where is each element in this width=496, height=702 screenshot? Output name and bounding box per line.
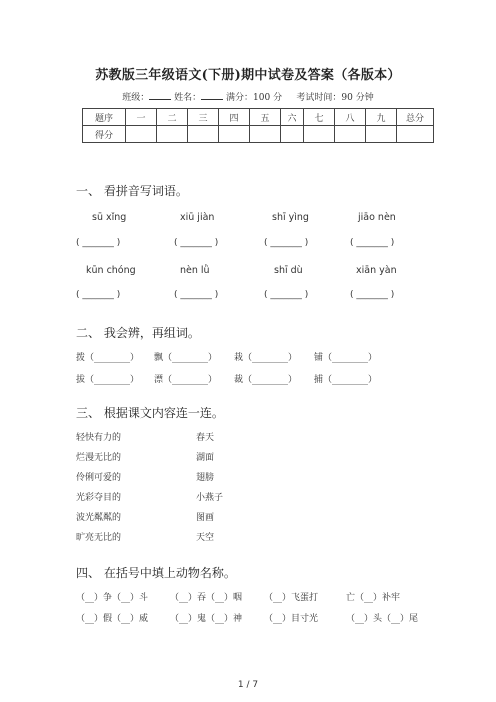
char-compare-item[interactable]: 捕（________） xyxy=(314,375,378,385)
class-blank xyxy=(149,91,171,100)
class-label: 班级： xyxy=(122,93,150,103)
match-left-item[interactable]: 光彩夺目的 xyxy=(76,493,122,503)
answer-blank[interactable]: ( _______ ) xyxy=(264,238,309,248)
table-header-cell: 二 xyxy=(157,109,188,126)
table-header-cell: 八 xyxy=(335,109,366,126)
score-row-label: 得分 xyxy=(83,126,126,143)
idiom-item[interactable]: （__）头（__）尾 xyxy=(346,614,419,624)
table-header-cell: 四 xyxy=(219,109,250,126)
idiom-item[interactable]: （__）鬼（__）神 xyxy=(170,614,243,624)
char-compare-item[interactable]: 拨（________） xyxy=(76,353,140,363)
score-cell[interactable] xyxy=(188,126,219,143)
idiom-item[interactable]: （__）假（__）威 xyxy=(76,614,149,624)
score-table xyxy=(82,108,434,143)
char-compare-item[interactable]: 裁（________） xyxy=(234,375,298,385)
match-left-item[interactable]: 轻快有力的 xyxy=(76,433,122,443)
table-header-cell: 三 xyxy=(188,109,219,126)
table-header-cell: 九 xyxy=(366,109,397,126)
answer-blank[interactable]: ( _______ ) xyxy=(76,238,121,248)
score-table-header-row xyxy=(83,109,434,126)
table-header-cell: 六 xyxy=(281,109,304,126)
section-3-heading: 三、 根据课文内容连一连。 xyxy=(76,406,224,420)
match-right-item[interactable]: 春天 xyxy=(196,433,215,443)
match-right-item[interactable]: 图画 xyxy=(196,513,215,523)
section-4-heading: 四、 在括号中填上动物名称。 xyxy=(76,566,236,580)
full-score: 满分：100 分 xyxy=(226,93,283,103)
section-2-heading: 二、 我会辨，再组词。 xyxy=(76,326,200,340)
answer-blank[interactable]: ( _______ ) xyxy=(350,238,395,248)
char-compare-item[interactable]: 栽（________） xyxy=(234,353,298,363)
score-cell[interactable] xyxy=(335,126,366,143)
table-header-cell: 总分 xyxy=(397,109,434,126)
char-compare-item[interactable]: 铺（________） xyxy=(314,353,378,363)
score-cell[interactable] xyxy=(281,126,304,143)
pinyin-item: nèn lǜ xyxy=(180,265,210,276)
table-header-cell: 七 xyxy=(304,109,335,126)
pinyin-item: kūn chóng xyxy=(86,265,136,276)
table-header-cell: 题序 xyxy=(83,109,126,126)
match-left-item[interactable]: 伶俐可爱的 xyxy=(76,473,122,483)
answer-blank[interactable]: ( _______ ) xyxy=(174,238,219,248)
answer-blank[interactable]: ( _______ ) xyxy=(174,290,219,300)
score-table-score-row xyxy=(83,126,434,143)
char-compare-item[interactable]: 飘（________） xyxy=(154,353,218,363)
document-title: 苏教版三年级语文(下册)期中试卷及答案（各版本） xyxy=(95,68,401,83)
score-cell[interactable] xyxy=(397,126,434,143)
pinyin-item: shī dù xyxy=(274,265,303,276)
name-label: 姓名： xyxy=(174,93,202,103)
table-header-cell: 五 xyxy=(250,109,281,126)
match-right-item[interactable]: 湖面 xyxy=(196,453,215,463)
match-left-item[interactable]: 烂漫无比的 xyxy=(76,453,122,463)
table-header-cell: 一 xyxy=(126,109,157,126)
answer-blank[interactable]: ( _______ ) xyxy=(264,290,309,300)
idiom-item[interactable]: （__）争（__）斗 xyxy=(76,593,149,603)
pinyin-item: shī yìng xyxy=(272,212,309,223)
match-right-item[interactable]: 小燕子 xyxy=(196,493,224,503)
idiom-item[interactable]: 亡（__）补牢 xyxy=(346,593,401,603)
exam-time: 考试时间：90 分钟 xyxy=(296,93,374,103)
match-right-item[interactable]: 翅膀 xyxy=(196,473,215,483)
match-left-item[interactable]: 旷亮无比的 xyxy=(76,533,122,543)
char-compare-item[interactable]: 漂（________） xyxy=(154,375,218,385)
idiom-item[interactable]: （__）目寸光 xyxy=(264,614,319,624)
idiom-item[interactable]: （__）吞（__）咽 xyxy=(170,593,243,603)
match-right-item[interactable]: 天空 xyxy=(196,533,215,543)
page-number: 1 / 7 xyxy=(237,680,259,690)
score-cell[interactable] xyxy=(366,126,397,143)
name-blank xyxy=(201,91,223,100)
score-cell[interactable] xyxy=(126,126,157,143)
answer-blank[interactable]: ( _______ ) xyxy=(350,290,395,300)
pinyin-item: xiān yàn xyxy=(356,265,397,276)
match-left-item[interactable]: 波光粼粼的 xyxy=(76,513,122,523)
score-cell[interactable] xyxy=(250,126,281,143)
answer-blank[interactable]: ( _______ ) xyxy=(76,290,121,300)
idiom-item[interactable]: （__）飞蛋打 xyxy=(264,593,319,603)
score-cell[interactable] xyxy=(157,126,188,143)
pinyin-item: xiū jiàn xyxy=(180,212,215,223)
exam-info-line xyxy=(0,90,496,103)
char-compare-item[interactable]: 拔（________） xyxy=(76,375,140,385)
score-cell[interactable] xyxy=(304,126,335,143)
pinyin-item: sū xǐng xyxy=(92,212,127,223)
pinyin-item: jiāo nèn xyxy=(358,212,396,223)
section-1-heading: 一、 看拼音写词语。 xyxy=(76,184,188,198)
score-cell[interactable] xyxy=(219,126,250,143)
